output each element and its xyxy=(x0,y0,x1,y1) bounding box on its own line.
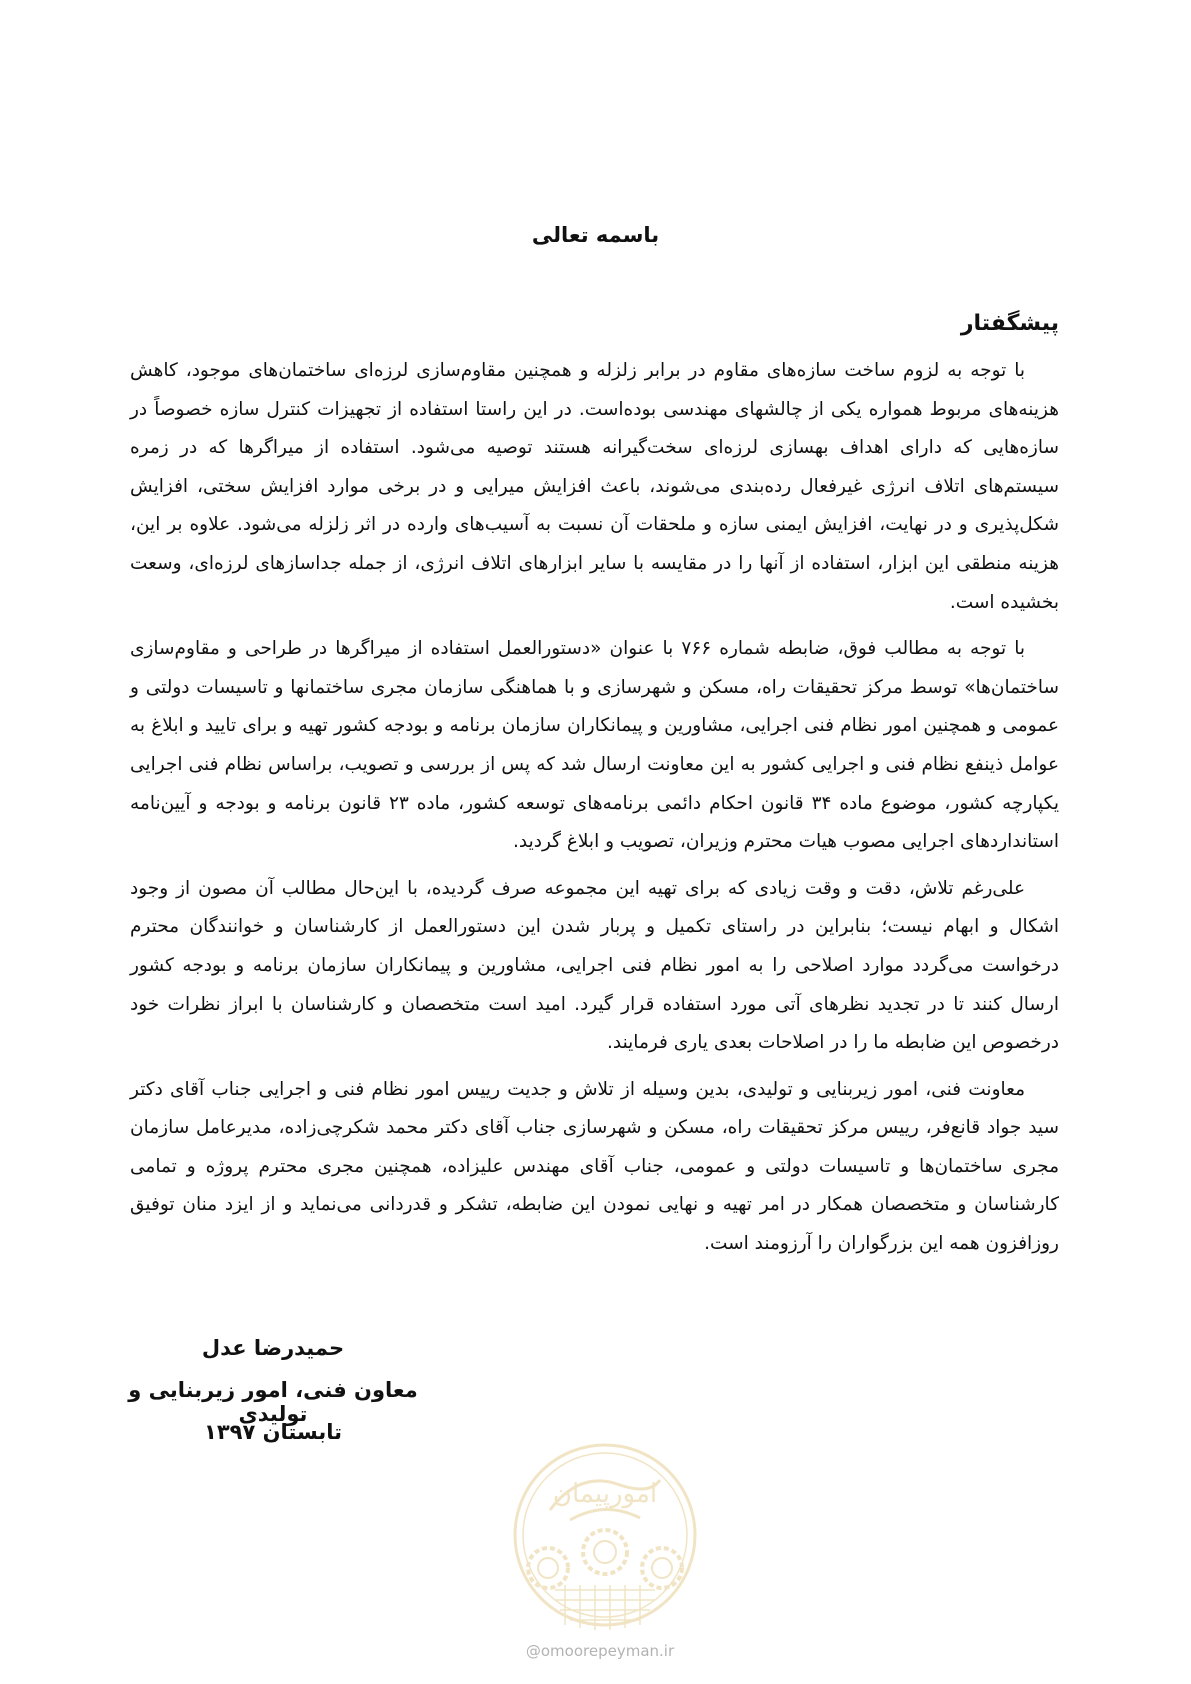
watermark-url: @omoorepeyman.ir xyxy=(525,1642,675,1660)
paragraph: معاونت فنی، امور زیربنایی و تولیدی، بدین وسیله از تلاش و جدیت رییس امور نظام فنی و اجرایی جناب آقای دکتر سید جواد قانع‌فر، رییس مرکز تحقیقات راه، مسکن و شهرسازی جناب آقای دکتر محمد شکرچی‌زاده، مدیرعامل سازمان مجری ساختمان‌ها و تاسیسات دولتی و عمومی، جناب آقای مهندس علیزاده، همچنین مجری محترم پروژه و تمامی کارشناسان و متخصصان همکار در امر تهیه و نهایی نمودن این ضابطه، تشکر و قدردانی می‌نماید و از ایزد منان توفیق روزافزون همه این بزرگواران را آرزومند است. xyxy=(130,1078,1059,1255)
signature-name: حمیدرضا عدل xyxy=(201,1336,345,1360)
invocation-heading: باسمه تعالی xyxy=(531,223,660,247)
watermark-logo-text: امورپیمان xyxy=(552,1479,658,1509)
paragraph: با توجه به لزوم ساخت سازه‌های مقاوم در برابر زلزله و همچنین مقاوم‌سازی لرزه‌ای ساختمان‌های موجود، کاهش هزینه‌های مربوط همواره یکی از چالشهای مهندسی بوده‌است. در این راستا استفاده از تجهیزات کنترل سازه خصوصاً در سازه‌هایی که دارای اهداف بهسازی لرزه‌ای سخت‌گیرانه هستند توصیه می‌شود. استفاده از میراگرها که در زمره سیستم‌های اتلاف انرژی غیرفعال رده‌بندی می‌شوند، باعث افزایش میرایی و در برخی موارد افزایش سختی، افزایش شکل‌پذیری و در نهایت، افزایش ایمنی سازه و ملحقات آن نسبت به آسیب‌های وارده در اثر زلزله می‌شود. علاوه بر این، هزینه منطقی این ابزار، استفاده از آنها را در مقایسه با سایر ابزارهای اتلاف انرژی، از جمله جداسازهای لرزه‌ای، وسعت بخشیده است. xyxy=(130,360,1059,613)
paragraph: علی‌رغم تلاش، دقت و وقت زیادی که برای تهیه این مجموعه صرف گردیده، با این‌حال مطالب آن مصون از وجود اشکال و ابهام نیست؛ بنابراین در راستای تکمیل و پربار شدن این دستورالعمل از کارشناسان و خوانندگان محترم درخواست می‌گردد موارد اصلاحی را به امور نظام فنی اجرایی، مشاورین و پیمانکاران سازمان برنامه و بودجه کشور ارسال کنند تا در تجدید نظرهای آتی مورد استفاده قرار گیرد. امید است متخصصان و کارشناسان با ابراز نظرات خود درخصوص این ضابطه ما را در اصلاحات بعدی یاری فرمایند. xyxy=(130,877,1059,1054)
signature-position: معاون فنی، امور زیربنایی و تولیدی xyxy=(128,1378,418,1426)
signature-date: تابستان ۱۳۹۷ xyxy=(204,1420,342,1444)
watermark-logo-icon xyxy=(510,1440,700,1630)
paragraph: با توجه به مطالب فوق، ضابطه شماره ۷۶۶ با عنوان «دستورالعمل استفاده از میراگرها در طراحی و مقاوم‌سازی ساختمان‌ها» توسط مرکز تحقیقات راه، مسکن و شهرسازی و با هماهنگی سازمان مجری ساختمانها و تاسیسات دولتی و عمومی و همچنین امور نظام فنی اجرایی، مشاورین و پیمانکاران سازمان برنامه و بودجه کشور تهیه و برای تایید و ابلاغ به عوامل ذینفع نظام فنی و اجرایی کشور به این معاونت ارسال شد که پس از بررسی و تصویب، براساس نظام فنی اجرایی یکپارچه کشور، موضوع ماده ۳۴ قانون احکام دائمی برنامه‌های توسعه کشور، ماده ۲۳ قانون برنامه و بودجه و آیین‌نامه استانداردهای اجرایی مصوب هیات محترم وزیران، تصویب و ابلاغ گردید. xyxy=(130,638,1059,853)
body-text xyxy=(130,352,1059,1272)
section-title: پیشگفتار xyxy=(960,311,1059,336)
